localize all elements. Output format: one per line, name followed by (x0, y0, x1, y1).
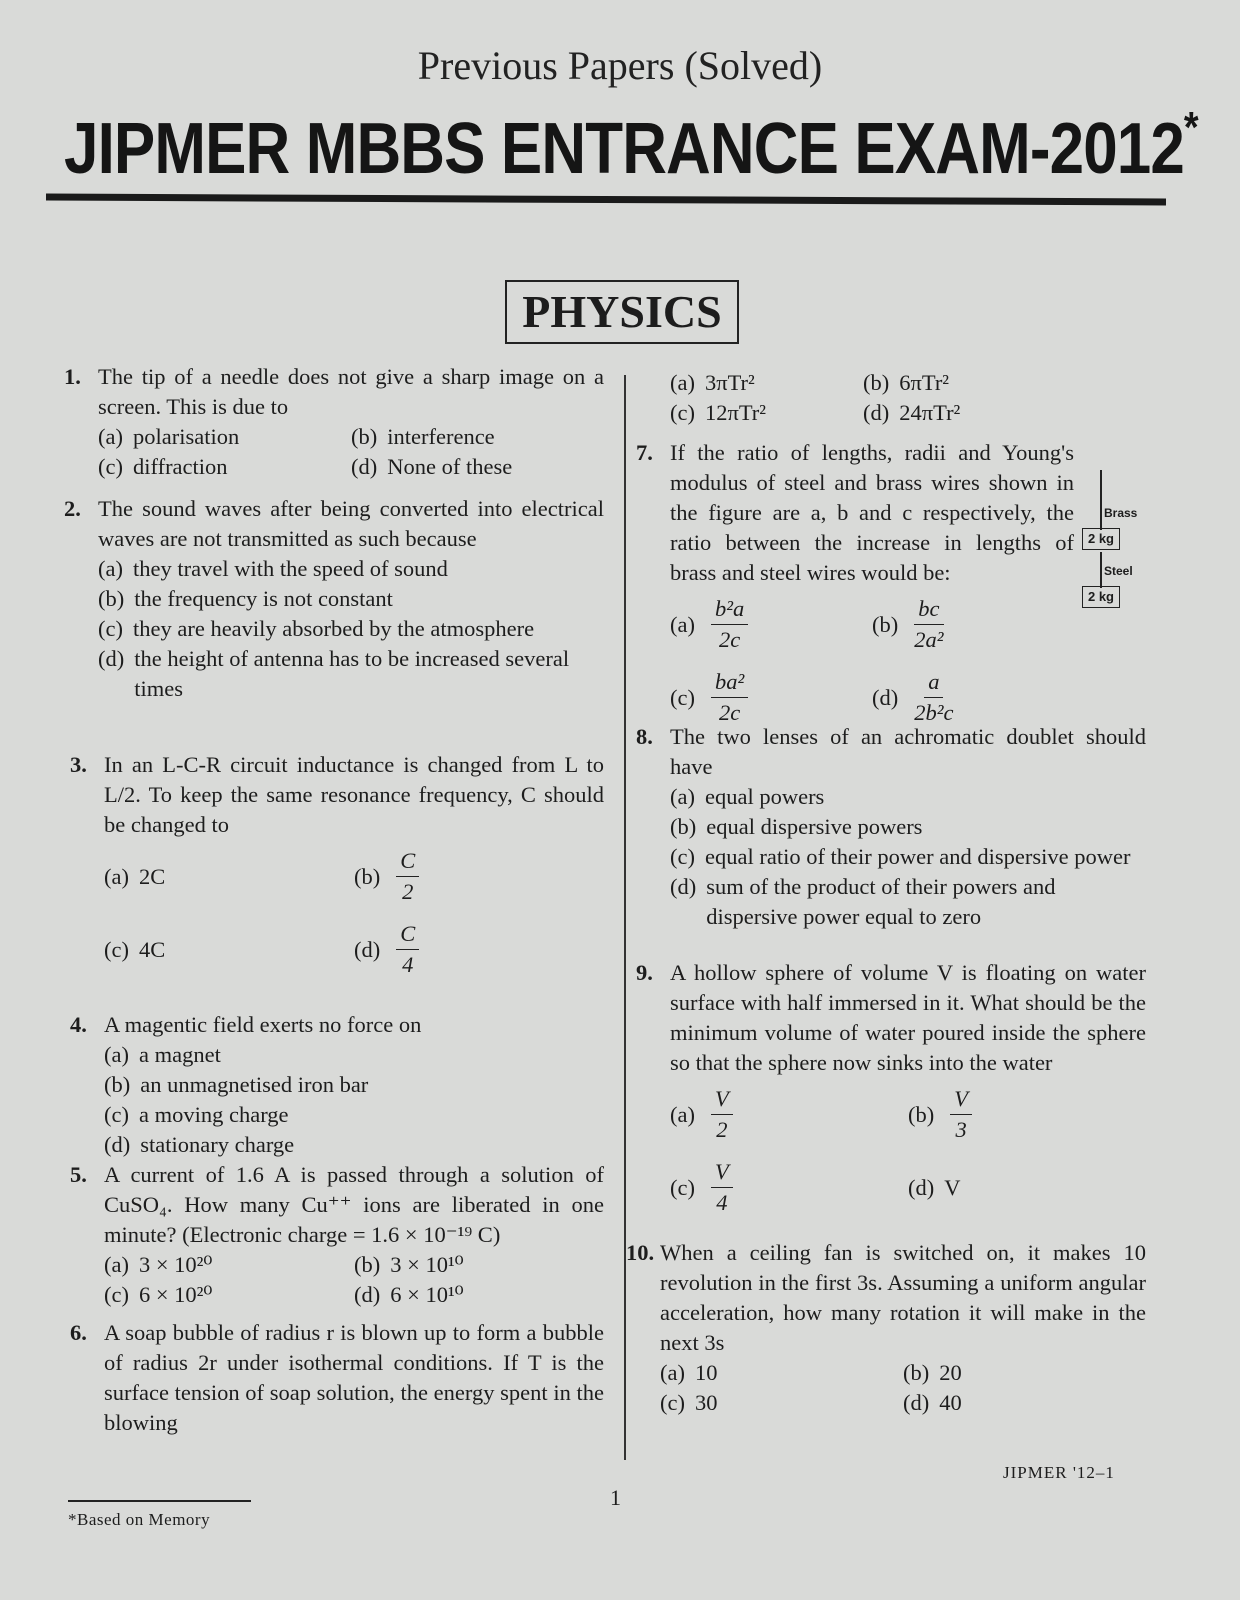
option-text: 4C (138, 936, 166, 962)
upper-mass: 2 kg (1082, 528, 1120, 550)
option-c (670, 842, 1146, 872)
option-text: 6πTr² (899, 370, 950, 395)
question-text: The tip of a needle does not give a sharp image on a screen. This is due to (98, 364, 604, 419)
option-d (98, 644, 604, 704)
option-label: (a) (104, 863, 129, 889)
option-a (660, 1358, 903, 1388)
option-label: (d) (354, 936, 381, 962)
question-number: 1. (64, 364, 81, 389)
title-footnote-mark: * (1183, 103, 1198, 152)
option-label: (b) (354, 1252, 381, 1277)
denominator: 3 (955, 1117, 967, 1142)
fraction (711, 667, 748, 728)
options (98, 554, 604, 704)
header-subtitle: Previous Papers (Solved) (417, 43, 823, 88)
option-text: polarisation (132, 424, 240, 449)
option-text: V (944, 1174, 961, 1200)
header-rule (46, 194, 1166, 206)
fraction (914, 594, 943, 655)
steel-wire (1100, 552, 1102, 588)
question-number: 5. (70, 1162, 87, 1187)
option-text: they travel with the speed of sound (132, 556, 448, 581)
question-text: In an L-C-R circuit inductance is changed from L to L/2. To keep the same resonance frequency, C should be changed to (104, 752, 604, 837)
question-8 (636, 438, 1074, 734)
option-text: a magnet (138, 1042, 221, 1067)
option-label: (c) (670, 844, 695, 869)
numerator: V (711, 1084, 733, 1115)
denominator: 4 (402, 952, 414, 977)
options (670, 588, 1074, 734)
option-d (351, 452, 604, 482)
option-label: (b) (104, 1072, 131, 1097)
wire-figure (1082, 470, 1182, 610)
question-2 (64, 494, 604, 704)
numerator: C (396, 919, 419, 950)
page-number: 1 (610, 1485, 621, 1510)
option-text: stationary charge (140, 1132, 295, 1157)
option-label: (b) (351, 424, 378, 449)
question-5 (70, 1160, 604, 1310)
steel-label: Steel (1104, 564, 1133, 578)
question-number: 8. (636, 724, 653, 749)
option-label: (d) (903, 1390, 930, 1415)
numerator: V (950, 1084, 972, 1115)
options (98, 422, 604, 482)
option-d (863, 398, 1056, 428)
option-c (670, 667, 872, 728)
option-label: (c) (104, 1282, 129, 1307)
option-text: the frequency is not constant (134, 586, 393, 611)
option-c (660, 1388, 903, 1418)
option-label: (d) (908, 1174, 935, 1200)
page-code: JIPMER '12–1 (1003, 1463, 1115, 1482)
numerator: a (924, 667, 943, 698)
options (104, 1250, 604, 1310)
fraction (914, 667, 953, 728)
option-label: (b) (670, 814, 697, 839)
fraction (711, 1084, 733, 1145)
option-a (670, 368, 863, 398)
options (660, 1358, 1146, 1418)
question-number: 2. (64, 496, 81, 521)
option-text: interference (387, 424, 495, 449)
option-text: 3 × 10¹⁰ (390, 1252, 464, 1277)
denominator: 2 (402, 879, 414, 904)
fraction (950, 1084, 972, 1145)
question-text: If the ratio of lengths, radii and Young's modulus of steel and brass wires shown in the figure are a, b and c respectively, the ratio between the increase in lengths of brass and steel wires would be: (670, 440, 1074, 585)
lower-mass: 2 kg (1082, 586, 1120, 608)
option-label: (a) (670, 784, 695, 809)
question-text: A current of 1.6 A is passed through a solution of CuSO₄. How many Cu⁺⁺ ions are liberated in one minute? (Electronic charge = 1.6 × 10⁻¹⁹ C) (104, 1162, 604, 1247)
option-text: 6 × 10¹⁰ (390, 1282, 464, 1307)
options (104, 840, 604, 986)
option-b (670, 812, 1146, 842)
denominator: 2c (718, 700, 741, 725)
options (670, 1078, 1146, 1224)
option-a (98, 422, 351, 452)
question-1 (64, 362, 604, 482)
option-d (908, 1151, 1146, 1224)
option-a (670, 594, 872, 655)
option-text: equal dispersive powers (706, 814, 923, 839)
option-b (908, 1084, 1146, 1145)
question-11 (626, 1238, 1146, 1418)
option-text: 40 (939, 1390, 962, 1415)
option-label: (d) (872, 684, 899, 710)
question-number: 7. (636, 440, 653, 465)
footnote: *Based on Memory (68, 1510, 211, 1529)
option-d (670, 872, 1146, 932)
option-b (872, 594, 1074, 655)
option-a (104, 1250, 354, 1280)
option-label: (c) (670, 684, 695, 710)
numerator: b²a (711, 594, 748, 625)
option-text: equal ratio of their power and dispersive power (704, 844, 1131, 869)
option-d (903, 1388, 1146, 1418)
option-a (98, 554, 604, 584)
fraction (396, 919, 419, 980)
question-10 (636, 958, 1146, 1224)
question-text: When a ceiling fan is switched on, it makes 10 revolution in the first 3s. Assuming a uniform angular acceleration, how many rotation it will make in the next 3s (660, 1240, 1146, 1355)
option-b (104, 1070, 604, 1100)
option-b (354, 1250, 604, 1280)
option-label: (c) (670, 1174, 695, 1200)
option-label: (a) (660, 1360, 685, 1385)
option-c (98, 614, 604, 644)
option-label: (a) (98, 424, 123, 449)
option-label: (c) (104, 936, 129, 962)
option-text: a moving charge (138, 1102, 289, 1127)
option-text: 10 (694, 1360, 718, 1385)
option-a (670, 782, 1146, 812)
fraction (396, 846, 419, 907)
fraction (711, 594, 748, 655)
page-title (64, 103, 1198, 190)
option-d (354, 1280, 604, 1310)
denominator: 2c (718, 627, 741, 652)
numerator: C (396, 846, 419, 877)
option-label: (d) (670, 874, 697, 899)
question-6 (70, 1318, 604, 1438)
option-c (670, 1157, 908, 1218)
option-label: (a) (670, 370, 695, 395)
option-text: they are heavily absorbed by the atmosphere (132, 616, 535, 641)
option-text: 2C (138, 863, 166, 889)
numerator: ba² (711, 667, 748, 698)
question-text: A magentic field exerts no force on (104, 1012, 422, 1037)
option-b (903, 1358, 1146, 1388)
question-number: 10. (626, 1240, 655, 1265)
option-c (98, 452, 351, 482)
option-text: 20 (939, 1360, 962, 1385)
option-d (354, 919, 604, 980)
option-label: (c) (104, 1102, 129, 1127)
option-d (104, 1130, 604, 1160)
option-label: (b) (872, 611, 899, 637)
option-a (104, 1040, 604, 1070)
option-label: (b) (903, 1360, 930, 1385)
option-label: (c) (670, 400, 695, 425)
option-text: sum of the product of their powers and dispersive power equal to zero (706, 874, 1056, 929)
option-text: 3πTr² (704, 370, 755, 395)
option-label: (a) (670, 1101, 695, 1127)
denominator: 2 (716, 1117, 728, 1142)
option-label: (d) (863, 400, 890, 425)
option-text: 12πTr² (704, 400, 767, 425)
option-label: (c) (98, 454, 123, 479)
question-4 (70, 1010, 604, 1160)
option-label: (d) (98, 646, 125, 671)
option-label: (d) (351, 454, 378, 479)
option-c (670, 398, 863, 428)
question-3 (70, 750, 604, 986)
option-text: 3 × 10²⁰ (138, 1252, 213, 1277)
option-label: (c) (660, 1390, 685, 1415)
option-text: an unmagnetised iron bar (140, 1072, 369, 1097)
option-a (104, 840, 354, 913)
option-label: (a) (104, 1042, 129, 1067)
question-number: 3. (70, 752, 87, 777)
option-label: (b) (354, 863, 381, 889)
option-label: (a) (670, 611, 695, 637)
option-label: (d) (104, 1132, 131, 1157)
question-9 (636, 722, 1146, 932)
brass-label: Brass (1104, 506, 1138, 520)
question-text: The two lenses of an achromatic doublet should have (670, 724, 1146, 779)
option-b (98, 584, 604, 614)
title-text: JIPMER MBBS ENTRANCE EXAM-2012 (64, 109, 1184, 189)
question-text: A soap bubble of radius r is blown up to form a bubble of radius 2r under isothermal conditions. If T is the surface tension of soap solution, the energy spent in the blowing (104, 1320, 604, 1435)
option-label: (a) (98, 556, 123, 581)
option-text: 30 (694, 1390, 718, 1415)
denominator: 2a² (914, 627, 944, 652)
option-a (670, 1084, 908, 1145)
numerator: V (711, 1157, 733, 1188)
denominator: 4 (716, 1190, 728, 1215)
option-b (863, 368, 1056, 398)
option-label: (a) (104, 1252, 129, 1277)
options (670, 368, 1056, 428)
question-number: 4. (70, 1012, 87, 1037)
option-label: (b) (863, 370, 890, 395)
option-c (104, 1100, 604, 1130)
section-heading: PHYSICS (505, 280, 739, 344)
question-text: The sound waves after being converted into electrical waves are not transmitted as such because (98, 496, 604, 551)
option-text: None of these (387, 454, 513, 479)
denominator: 2b²c (914, 700, 954, 725)
numerator: bc (914, 594, 943, 625)
question-number: 6. (70, 1320, 87, 1345)
option-b (354, 846, 604, 907)
option-label: (d) (354, 1282, 381, 1307)
option-label: (b) (908, 1101, 935, 1127)
option-b (351, 422, 604, 452)
fraction (711, 1157, 733, 1218)
option-text: diffraction (132, 454, 228, 479)
question-6-options (636, 368, 1056, 428)
question-text: A hollow sphere of volume V is floating on water surface with half immersed in it. What should be the minimum volume of water poured inside the sphere so that the sphere now sinks into the water (670, 960, 1146, 1075)
brass-wire (1100, 470, 1102, 530)
footnote-rule (68, 1500, 251, 1502)
options (104, 1040, 604, 1160)
option-text: equal powers (704, 784, 825, 809)
option-d (872, 667, 1074, 728)
option-text: 6 × 10²⁰ (138, 1282, 213, 1307)
option-c (104, 1280, 354, 1310)
option-c (104, 913, 354, 986)
options (670, 782, 1146, 932)
question-number: 9. (636, 960, 653, 985)
option-text: the height of antenna has to be increased several times (134, 646, 570, 701)
option-text: 24πTr² (899, 400, 961, 425)
option-label: (b) (98, 586, 125, 611)
option-label: (c) (98, 616, 123, 641)
